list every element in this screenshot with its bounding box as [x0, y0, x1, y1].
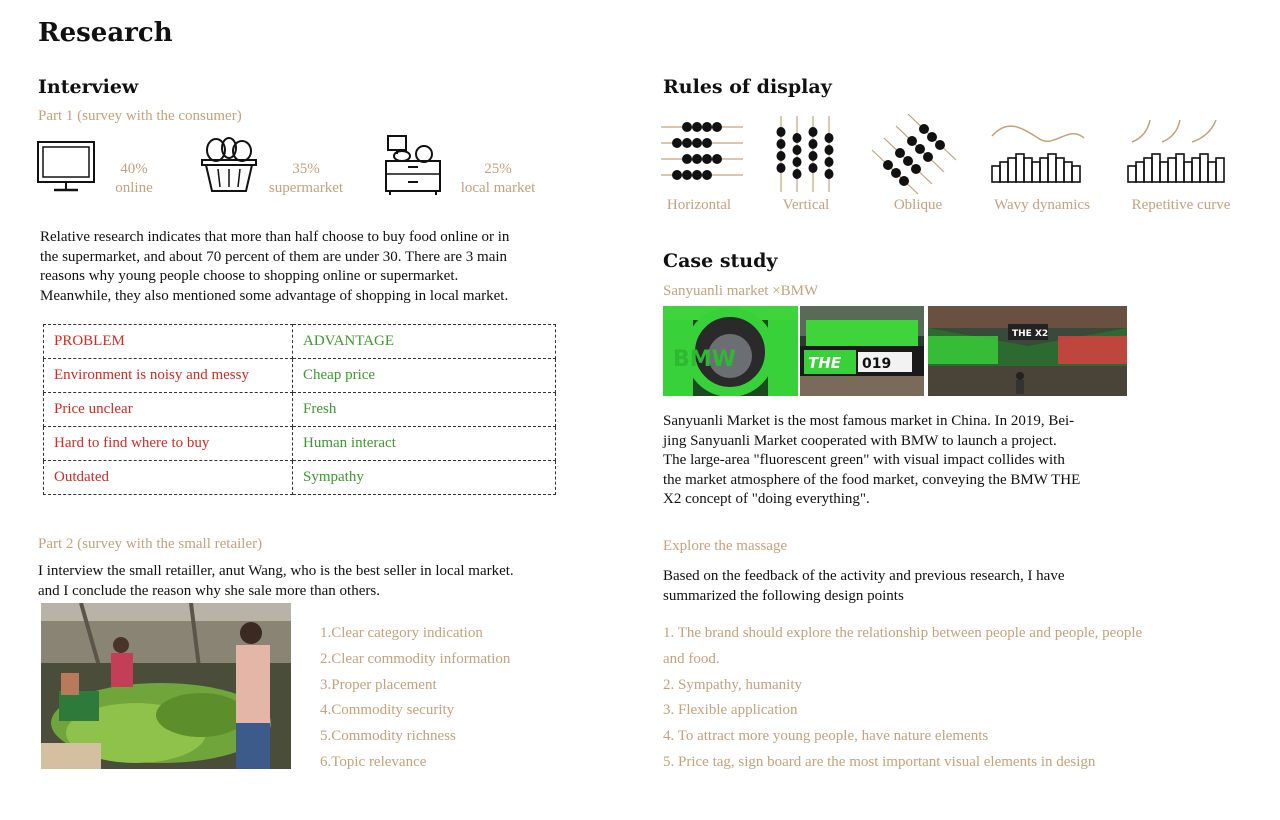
list-item: 4.Commodity security [320, 702, 455, 719]
wavy-dynamics-icon [990, 122, 1090, 186]
case-study-subtitle: Sanyuanli market ×BMW [663, 283, 819, 299]
list-item: and food. [663, 650, 720, 667]
stat-supermarket [256, 160, 356, 198]
table-row [44, 359, 556, 393]
market-vendor-photo [41, 603, 291, 769]
stat-label: local market [460, 180, 536, 196]
design-points-list [663, 621, 1263, 776]
oblique-display-icon [870, 114, 958, 196]
table-row [44, 427, 556, 461]
photo-text-the: THE [808, 354, 842, 372]
market-stall-icon [384, 134, 442, 196]
photo-text-019: 019 [862, 356, 892, 372]
stat-percent: 25% [484, 161, 512, 177]
vertical-display-icon [773, 116, 837, 192]
rule-label-repetitive: Repetitive curve [1131, 197, 1231, 213]
advantage-cell: Cheap price [293, 359, 556, 393]
horizontal-display-icon [661, 118, 743, 184]
repetitive-curve-icon [1126, 118, 1228, 186]
photo-text-thex2: THE X2 [1012, 329, 1049, 339]
problem-cell: Hard to find where to buy [44, 427, 293, 461]
table-row [44, 461, 556, 495]
reasons-list [320, 621, 510, 776]
case-study-paragraph: Sanyuanli Market is the most famous market in China. In 2019, Bei- jing Sanyuanli Market cooperated with BMW to launch a project. The large-area "fluorescent green" with visual impact collides with the market atmosphere of the food market, conveying the BMW THE X2 concept of "doing everything". [663, 413, 1081, 507]
list-item: 4. To attract more young people, have nature elements [663, 728, 989, 745]
rule-label-oblique: Oblique [893, 197, 943, 213]
part2-subtitle: Part 2 (survey with the small retailer) [38, 536, 263, 552]
list-item: 1. The brand should explore the relationship between people and people, people [663, 625, 1143, 641]
basket-icon [200, 136, 258, 194]
stat-percent: 40% [120, 161, 148, 177]
advantage-cell: Fresh [293, 393, 556, 427]
part1-subtitle: Part 1 (survey with the consumer) [38, 108, 242, 124]
list-item: 2. Sympathy, humanity [663, 676, 803, 693]
rule-label-vertical: Vertical [782, 197, 830, 213]
part2-paragraph: I interview the small retailler, anut Wang, who is the best seller in local market. and I conclude the reason why she sale more than others. [38, 563, 514, 599]
monitor-icon [36, 140, 98, 194]
stat-percent: 35% [292, 161, 320, 177]
table-row [44, 393, 556, 427]
stat-label: online [115, 180, 153, 196]
stat-online [98, 160, 170, 198]
interview-heading: Interview [38, 76, 139, 98]
list-item: 3. Flexible application [663, 702, 798, 719]
list-item: 2.Clear commodity information [320, 650, 511, 667]
problem-advantage-table [43, 324, 556, 495]
photo-text-bmw: BMW [673, 347, 736, 372]
advantage-cell: Human interact [293, 427, 556, 461]
problem-header: PROBLEM [44, 325, 293, 359]
stat-local-market [448, 160, 548, 198]
case-study-heading: Case study [663, 250, 778, 272]
interview-paragraph: Relative research indicates that more than half choose to buy food online or in the supermarket, and about 70 percent of them are under 30. There are 3 main reasons why young people choose to shopping online or supermarket. Meanwhile, they also mentioned some advantage of shopping in local market. [40, 229, 510, 304]
advantage-cell: Sympathy [293, 461, 556, 495]
rule-label-horizontal: Horizontal [666, 197, 732, 213]
advantage-header: ADVANTAGE [293, 325, 556, 359]
list-item: 5.Commodity richness [320, 728, 456, 745]
explore-subtitle: Explore the massage [663, 538, 788, 554]
list-item: 5. Price tag, sign board are the most important visual elements in design [663, 753, 1096, 770]
list-item: 6.Topic relevance [320, 753, 427, 770]
page-title: Research [38, 18, 173, 48]
bmw-market-photo-3 [928, 306, 1127, 396]
problem-cell: Outdated [44, 461, 293, 495]
bmw-market-photo-2 [800, 306, 924, 396]
problem-cell: Environment is noisy and messy [44, 359, 293, 393]
list-item: 3.Proper placement [320, 676, 437, 693]
rules-heading: Rules of display [663, 76, 832, 98]
rule-label-wavy: Wavy dynamics [994, 197, 1090, 213]
list-item: 1.Clear category indication [320, 625, 483, 641]
stat-label: supermarket [268, 180, 344, 196]
bmw-market-photo-1 [663, 306, 798, 396]
explore-paragraph: Based on the feedback of the activity and previous research, I have summarized the following design points [663, 568, 1065, 604]
problem-cell: Price unclear [44, 393, 293, 427]
table-header-row [44, 325, 556, 359]
